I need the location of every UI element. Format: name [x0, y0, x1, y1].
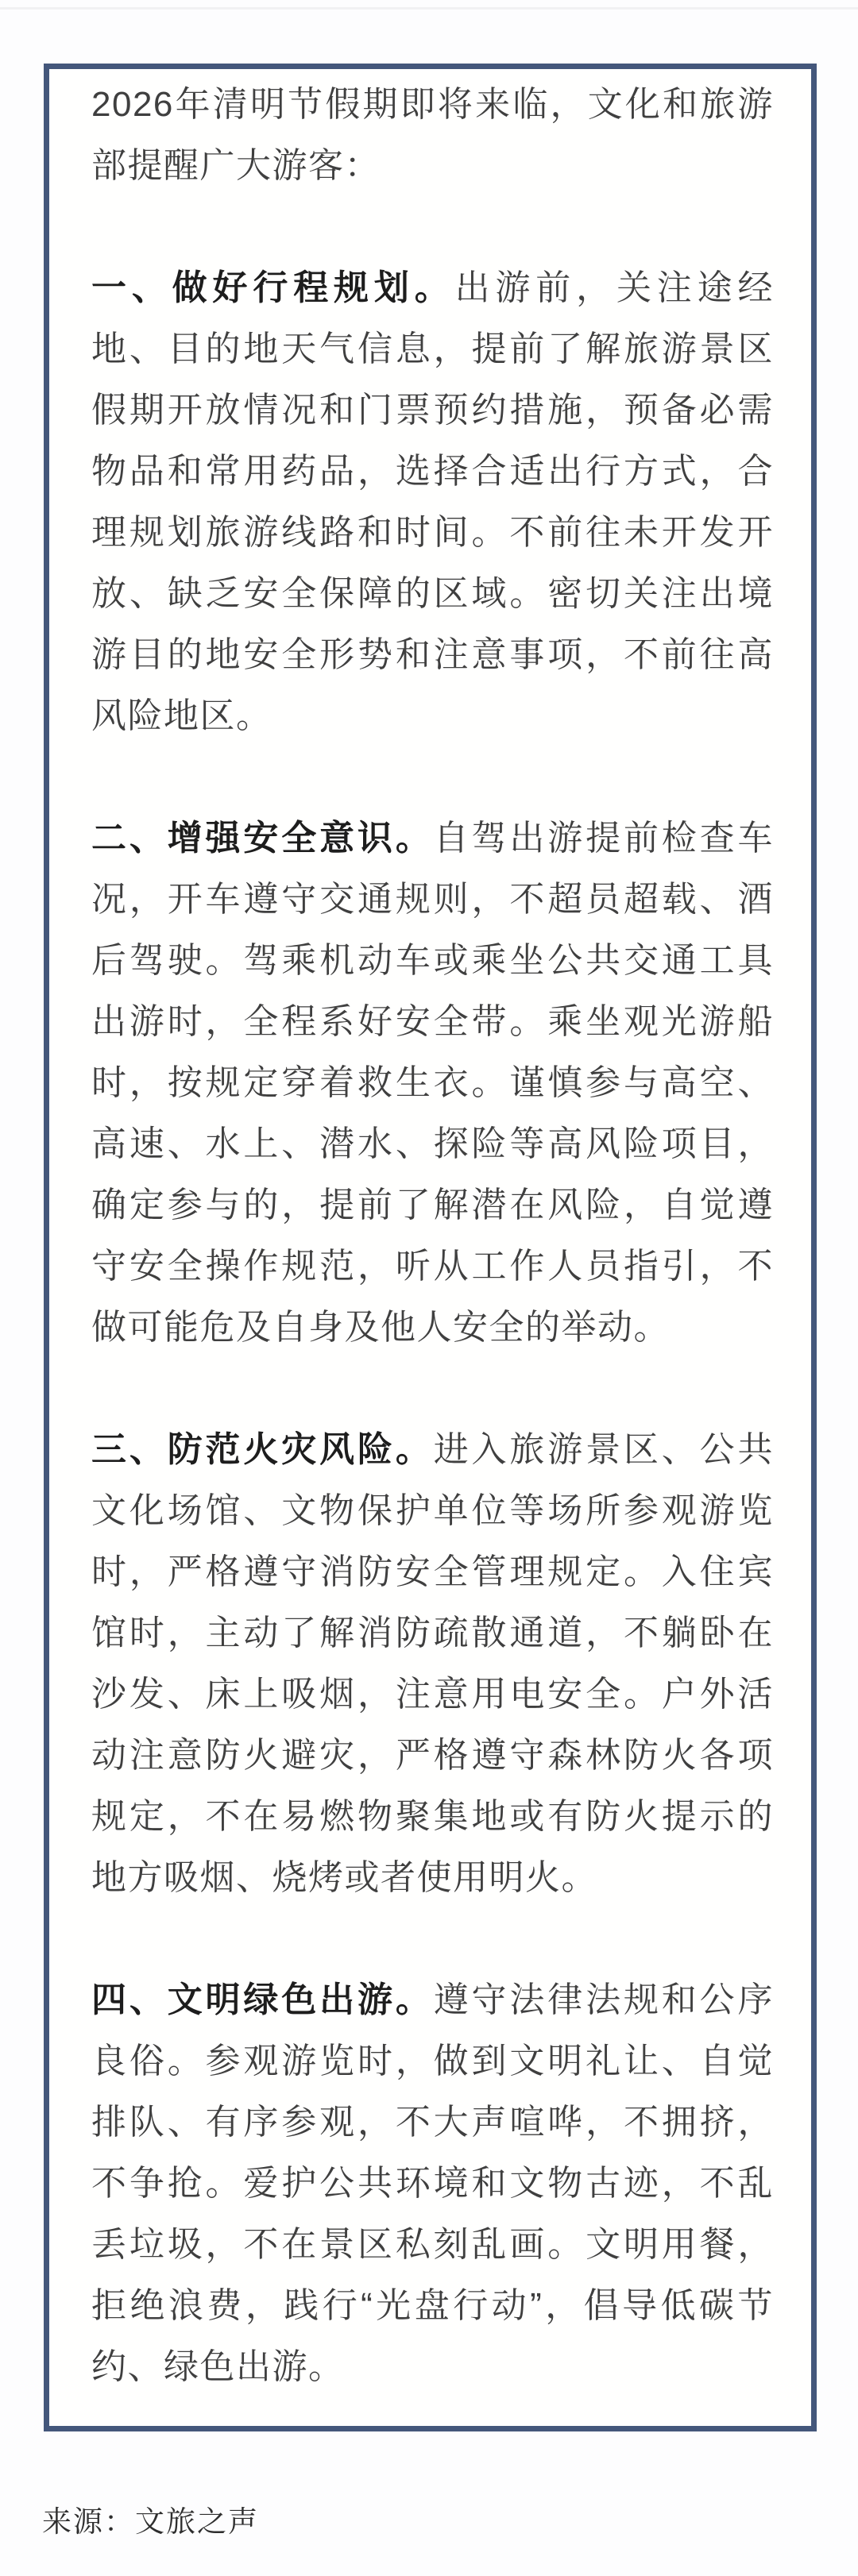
section-heading-4: 四、文明绿色出游。 — [91, 1980, 434, 2019]
section-body-2: 自驾出游提前检查车况，开车遵守交通规则，不超员超载、酒后驾驶。驾乘机动车或乘坐公共交通工具出游时，全程系好安全带。乘坐观光游船时，按规定穿着救生衣。谨慎参与高空、高速、水上、潜水、探险等高风险项目，确定参与的，提前了解潜在风险，自觉遵守安全操作规范，听从工作人员指引，不做可能危及自身及他人安全的举动。 — [91, 819, 775, 1347]
section-paragraph-3 — [91, 1419, 774, 1908]
section-body-3: 进入旅游景区、公共文化场馆、文物保护单位等场所参观游览时，严格遵守消防安全管理规定。入住宾馆时，主动了解消防疏散通道，不躺卧在沙发、床上吸烟，注意用电安全。户外活动注意防火避灾，严格遵守森林防火各项规定，不在易燃物聚集地或有防火提示的地方吸烟、烧烤或者使用明火。 — [91, 1430, 775, 1897]
section-heading-2: 二、增强安全意识。 — [91, 819, 434, 858]
intro-paragraph: 2026年清明节假期即将来临，文化和旅游部提醒广大游客： — [91, 85, 774, 185]
section-paragraph-4 — [91, 1969, 774, 2397]
section-heading-1: 一、做好行程规划。 — [91, 268, 455, 307]
section-heading-3: 三、防范火灾风险。 — [91, 1430, 434, 1469]
source-line: 来源：文旅之声 — [42, 2505, 259, 2538]
top-divider-line — [0, 7, 858, 10]
section-paragraph-2 — [91, 808, 774, 1358]
section-body-4: 遵守法律法规和公序良俗。参观游览时，做到文明礼让、自觉排队、有序参观，不大声喧哗，不拥挤，不争抢。爱护公共环境和文物古迹，不乱丢垃圾，不在景区私刻乱画。文明用餐，拒绝浪费，践行“光盘行动”，倡导低碳节约、绿色出游。 — [91, 1980, 775, 2386]
section-paragraph-1 — [91, 257, 774, 746]
notice-card — [44, 64, 817, 2431]
section-body-1: 出游前，关注途经地、目的地天气信息，提前了解旅游景区假期开放情况和门票预约措施，预备必需物品和常用药品，选择合适出行方式，合理规划旅游线路和时间。不前往未开发开放、缺乏安全保障的区域。密切关注出境游目的地安全形势和注意事项，不前往高风险地区。 — [91, 268, 774, 735]
